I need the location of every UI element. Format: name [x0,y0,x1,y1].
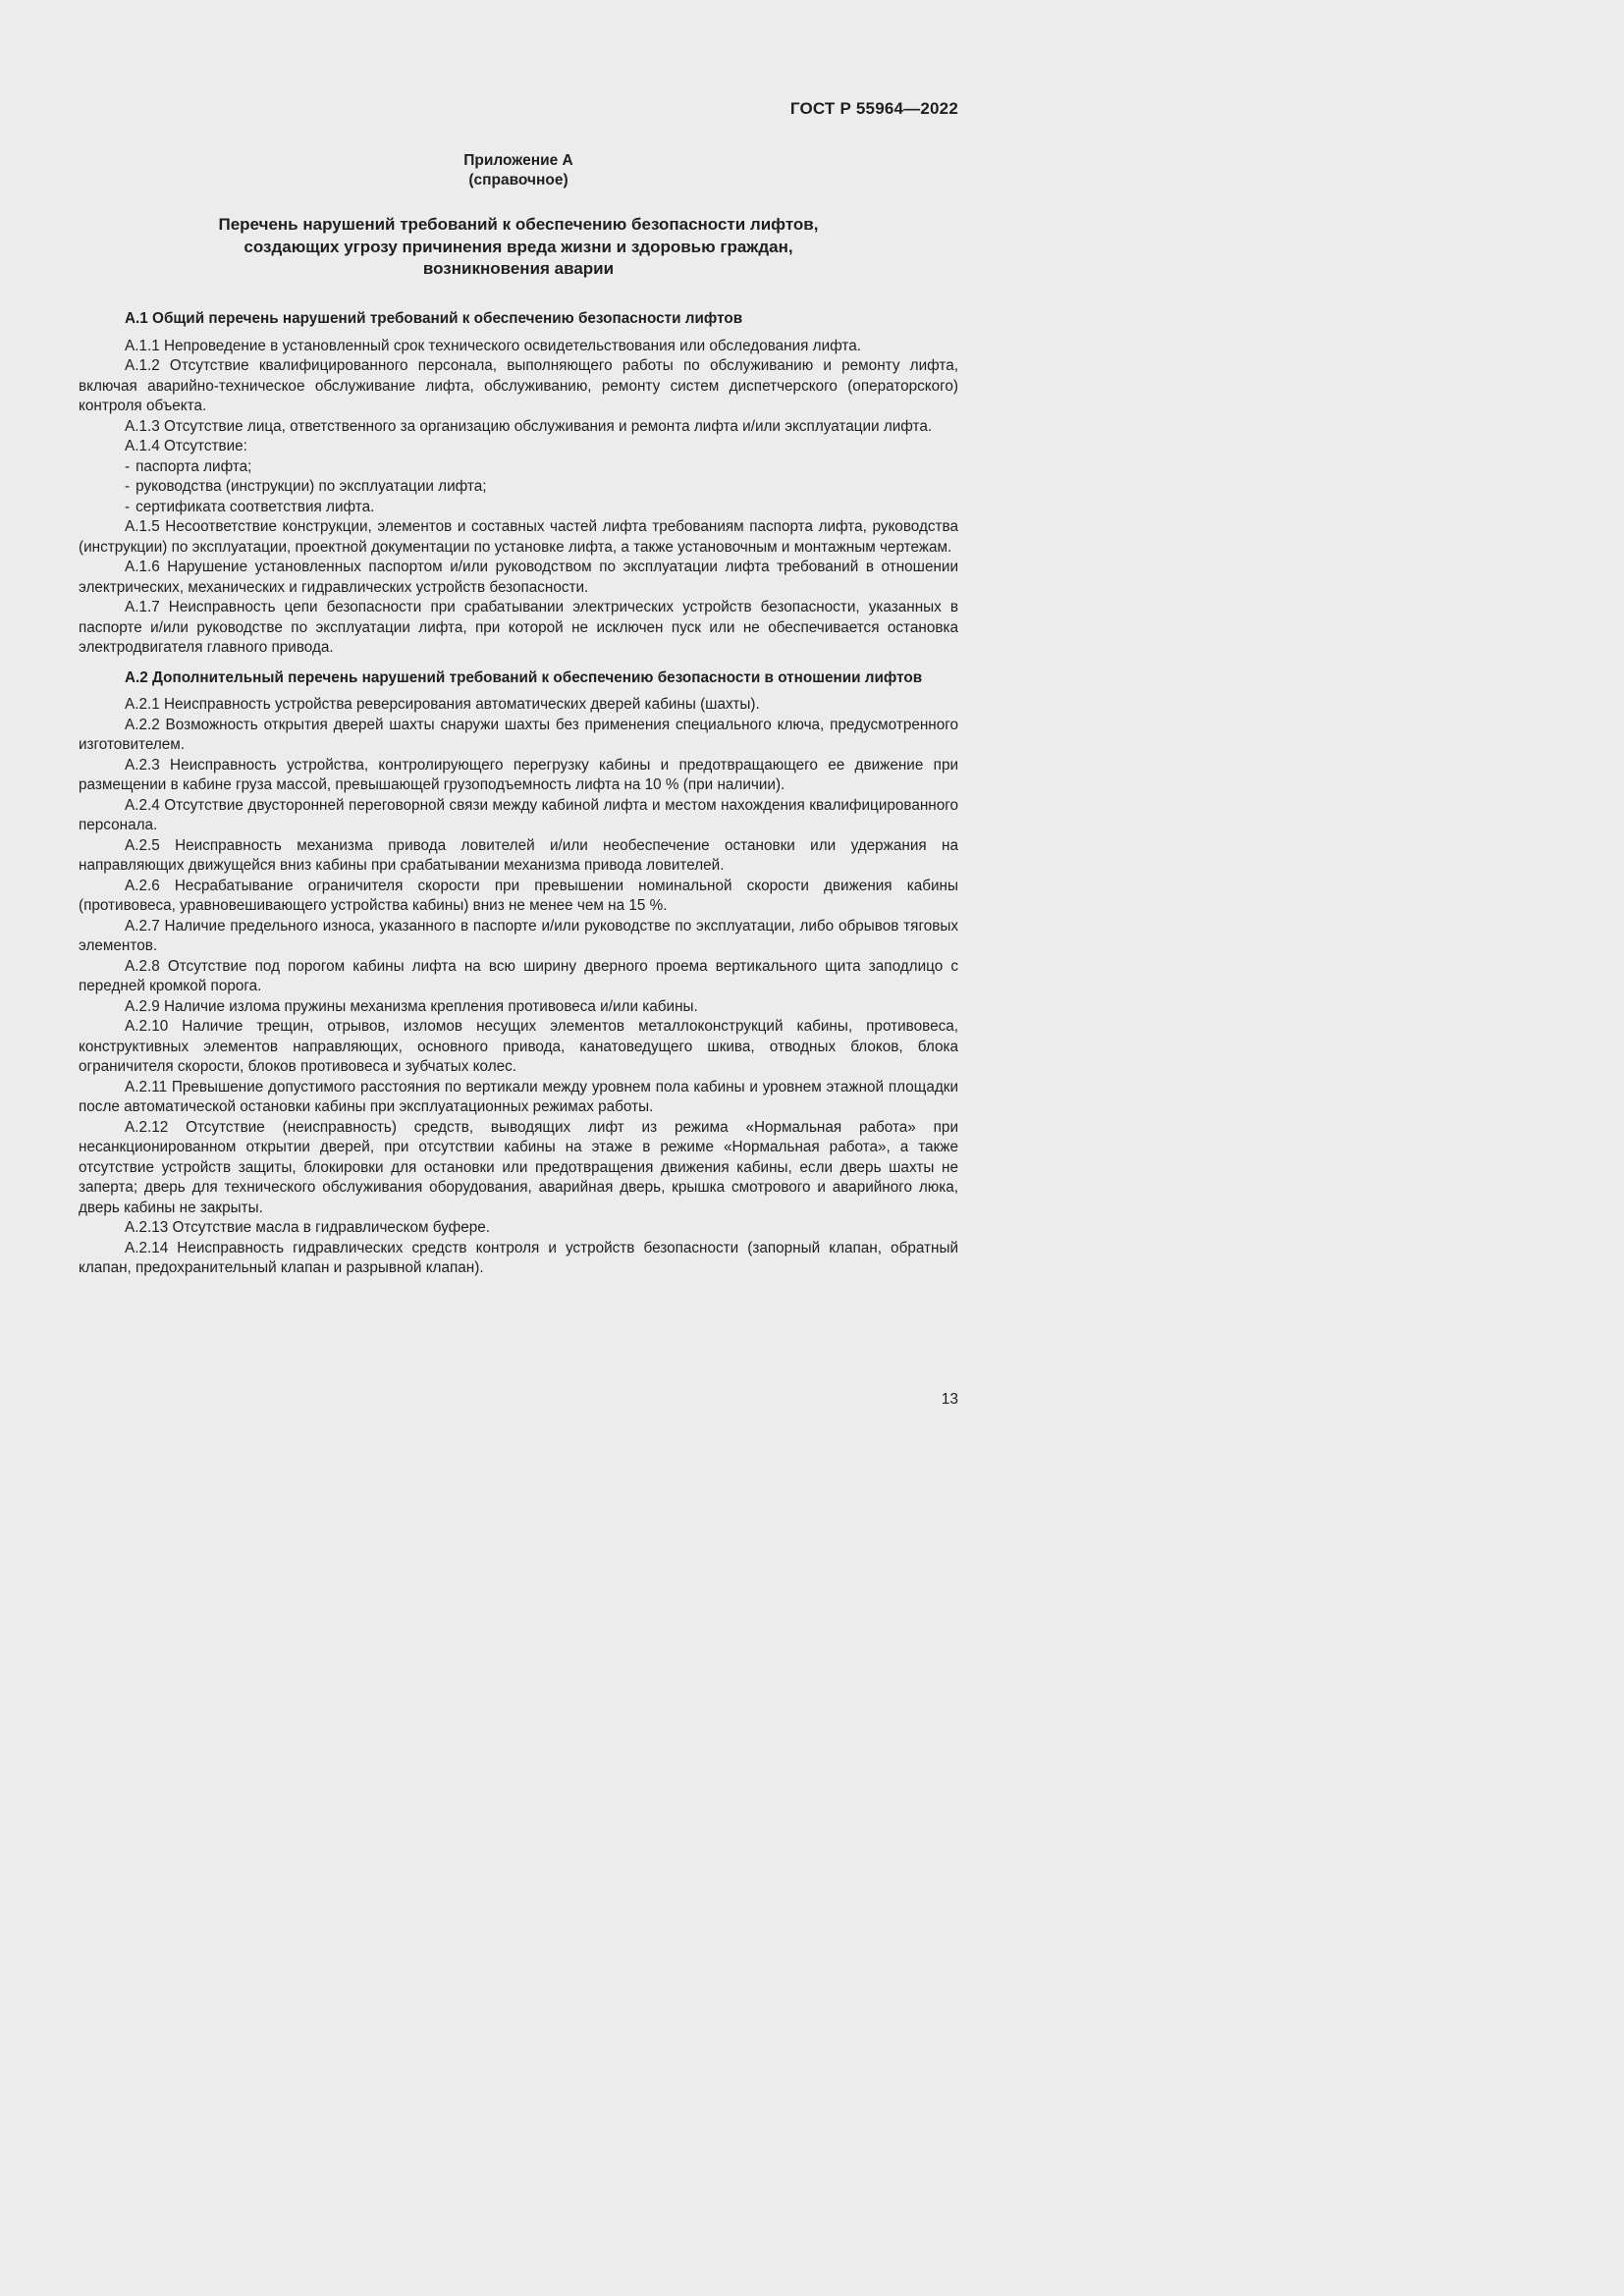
clause-a-2-5: А.2.5 Неисправность механизма привода ловителей и/или необеспечение остановки или удержания на направляющих движущейся вниз кабины при срабатывании механизма привода ловителей. [79,836,958,874]
document-code: ГОСТ Р 55964—2022 [789,99,958,118]
clause-a-2-8: А.2.8 Отсутствие под порогом кабины лифта на всю ширину дверного проема вертикального щита заподлицо с передней кромкой порога. [79,957,958,994]
list-item [79,477,958,498]
clause-a-1-1: А.1.1 Непроведение в установленный срок технического освидетельствования или обследования лифта. [125,337,861,354]
clause-a-1-2: А.1.2 Отсутствие квалифицированного персонала, выполняющего работы по обслуживанию и ремонту лифта, включая аварийно-техническое обслуживание лифта, обслуживанию, ремонту систем диспетчерского (операторского) контроля объекта. [79,357,958,414]
list-item-text: паспорта лифта; [135,457,252,475]
list-item [79,498,958,518]
clause-a-1-3: А.1.3 Отсутствие лица, ответственного за организацию обслуживания и ремонта лифта и/или эксплуатации лифта. [125,417,933,435]
clause-a-1-4: А.1.4 Отсутствие: [125,438,247,454]
clause-a-2-12: А.2.12 Отсутствие (неисправность) средств, выводящих лифт из режима «Нормальная работа» при несанкционированном открытии дверей, при отсутствии кабины на этаже в режиме «Нормальная работа», а также отсутствие устройств защиты, блокировки для остановки или предотвращения движения кабины, если дверь шахты не заперта; дверь для технического обслуживания оборудования, аварийная дверь, крышка смотрового и аварийного люка, дверь кабины не закрыты. [79,1118,958,1216]
appendix-heading [0,151,1037,190]
document-title [0,214,1037,281]
clause-a-2-13: А.2.13 Отсутствие масла в гидравлическом буфере. [125,1219,490,1236]
document-page [0,0,1089,1539]
clause-a-2-1: А.2.1 Неисправность устройства реверсирования автоматических дверей кабины (шахты). [125,696,760,713]
clause-a-2-10: А.2.10 Наличие трещин, отрывов, изломов несущих элементов металлоконструкций кабины, противовеса, конструктивных элементов направляющих, основного привода, канатоведущего шкива, отводных блоков, блока ограничителя скорости, блоков противовеса и зубчатых колес. [79,1018,958,1075]
page-number: 13 [941,1391,958,1408]
list-dash: - [125,478,131,495]
clause-a-1-6: А.1.6 Нарушение установленных паспортом и/или руководством по эксплуатации лифта требований в отношении электрических, механических и гидравлических устройств безопасности. [79,559,958,596]
clause-a-2-14: А.2.14 Неисправность гидравлических средств контроля и устройств безопасности (запорный клапан, обратный клапан, предохранительный клапан и разрывной клапан). [79,1239,958,1276]
list-item-text: сертификата соответствия лифта. [135,498,375,515]
appendix-title: Приложение А [463,152,573,169]
title-line: создающих угрозу причинения вреда жизни и здоровью граждан, [244,237,793,256]
section-heading-a2: А.2 Дополнительный перечень нарушений требований к обеспечению безопасности в отношении лифтов [125,668,923,686]
clause-a-1-5: А.1.5 Несоответствие конструкции, элементов и составных частей лифта требованиям паспорта лифта, руководства (инструкции) по эксплуатации, проектной документации по установке лифта, а также установочным и монтажным чертежам. [79,518,958,556]
clause-a-2-6: А.2.6 Несрабатывание ограничителя скорости при превышении номинальной скорости движения кабины (противовеса, уравновешивающего устройства кабины) вниз не менее чем на 15 %. [79,877,958,914]
title-line: возникновения аварии [422,259,615,278]
appendix-status: (справочное) [468,172,568,188]
document-body [79,309,958,1279]
clause-a-2-9: А.2.9 Наличие излома пружины механизма крепления противовеса и/или кабины. [125,997,698,1015]
list-dash: - [125,498,131,515]
section-heading-a1: А.1 Общий перечень нарушений требований к обеспечению безопасности лифтов [125,310,743,327]
list-item-text: руководства (инструкции) по эксплуатации лифта; [135,478,487,495]
list-item [79,457,958,478]
clause-a-1-7: А.1.7 Неисправность цепи безопасности при срабатывании электрических устройств безопасности, указанных в паспорте и/или руководстве по эксплуатации лифта, при которой не исключен пуск или не обеспечивается остановка электродвигателя главного привода. [79,599,958,656]
title-line: Перечень нарушений требований к обеспечению безопасности лифтов, [218,215,819,234]
list-dash: - [125,457,131,475]
clause-a-2-7: А.2.7 Наличие предельного износа, указанного в паспорте и/или руководстве по эксплуатации, либо обрывов тяговых элементов. [79,917,958,954]
clause-a-2-2: А.2.2 Возможность открытия дверей шахты снаружи шахты без применения специального ключа, предусмотренного изготовителем. [79,716,958,753]
clause-a-2-4: А.2.4 Отсутствие двусторонней переговорной связи между кабиной лифта и местом нахождения квалифицированного персонала. [79,796,958,833]
clause-a-2-3: А.2.3 Неисправность устройства, контролирующего перегрузку кабины и предотвращающего ее движение при размещении в кабине груза массой, превышающей грузоподъемность лифта на 10 % (при наличии). [79,756,958,793]
clause-a-2-11: А.2.11 Превышение допустимого расстояния по вертикали между уровнем пола кабины и уровнем этажной площадки после автоматической остановки кабины при эксплуатационных режимах работы. [79,1078,958,1115]
